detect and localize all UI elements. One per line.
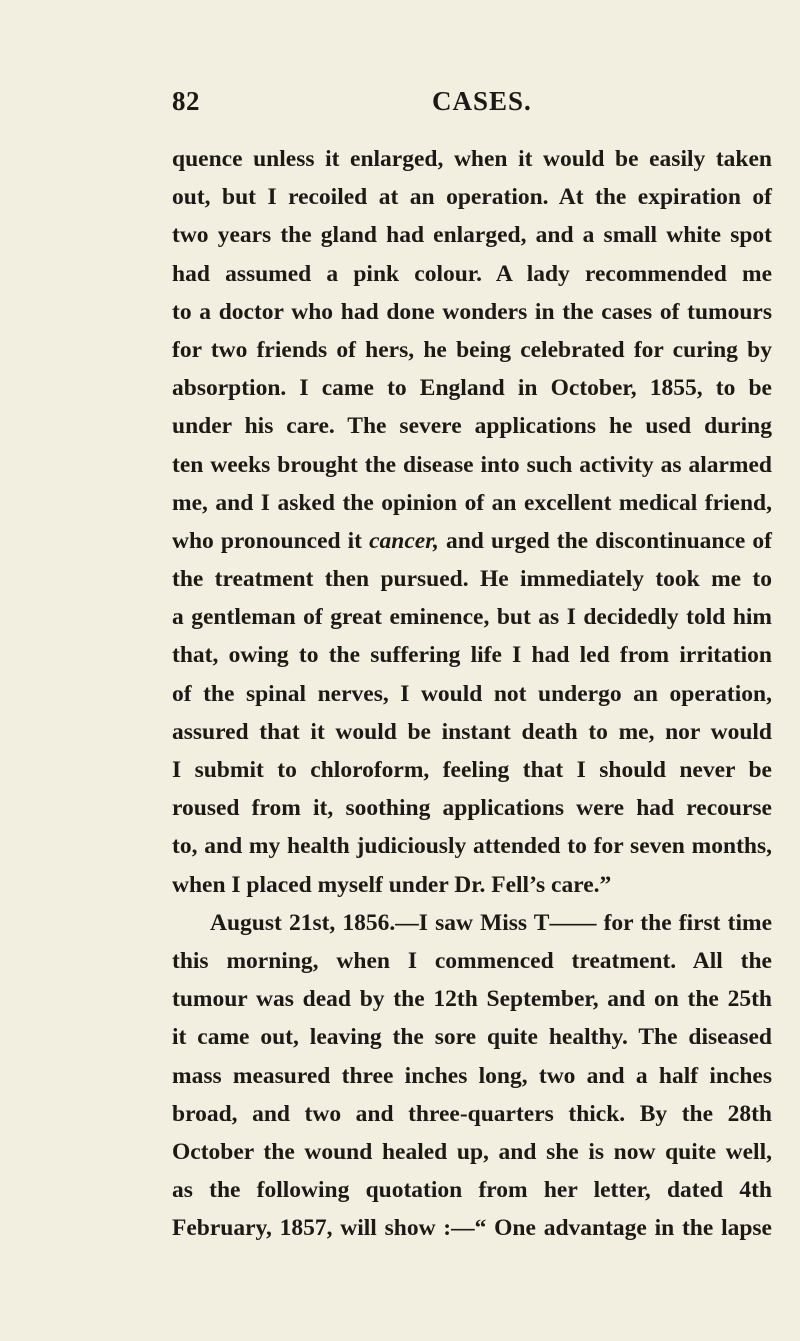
page-number: 82 (172, 86, 200, 116)
text-line: broad, and two and three-quarters thick. By the 28th (172, 1100, 772, 1127)
running-head: CASES. (432, 86, 532, 116)
text-line: out, but I recoiled at an operation. At the expiration of (172, 184, 772, 211)
text-line: mass measured three inches long, two and a half inches (172, 1062, 772, 1089)
text-line: tumour was dead by the 12th September, and on the 25th (172, 986, 772, 1013)
text-line: quence unless it enlarged, when it would be easily taken (172, 146, 772, 172)
text-line: ten weeks brought the disease into such activity as alarmed (172, 451, 772, 478)
text-line: this morning, when I commenced treatment. All the (172, 947, 772, 974)
text-line: for two friends of hers, he being celebrated for curing by (172, 336, 772, 363)
text-line (172, 522, 772, 560)
text-line: October the wound healed up, and she is now quite well, (172, 1138, 772, 1165)
text-line: roused from it, soothing applications were had recourse (172, 795, 772, 822)
text-line: under his care. The severe applications he used during (172, 413, 772, 440)
text-segment: and urged the discontinuance of (438, 527, 772, 554)
text-line: when I placed myself under Dr. Fell’s care.” (172, 871, 612, 898)
text-line: I submit to chloroform, feeling that I should never be (172, 757, 772, 783)
text-line: me, and I asked the opinion of an excellent medical friend, (172, 489, 772, 516)
text-line: August 21st, 1856.—I saw Miss T—— for the first time (210, 909, 772, 936)
text-line: that, owing to the suffering life I had led from irritation (172, 642, 772, 669)
text-line: the treatment then pursued. He immediately took me to (172, 566, 772, 593)
text-line: as the following quotation from her letter, dated 4th (172, 1177, 772, 1204)
text-line: absorption. I came to England in October, 1855, to be (172, 375, 772, 402)
text-line: had assumed a pink colour. A lady recommended me (172, 260, 772, 287)
text-line: February, 1857, will show :—“ One advantage in the lapse (172, 1215, 772, 1242)
text-line: two years the gland had enlarged, and a small white spot (172, 222, 772, 249)
italic-word: cancer, (369, 527, 439, 554)
text-line: a gentleman of great eminence, but as I decidedly told him (172, 604, 772, 631)
page-header (0, 86, 800, 122)
text-line: of the spinal nerves, I would not undergo an operation, (172, 680, 772, 707)
text-line: to, and my health judiciously attended to for seven months, (172, 833, 772, 860)
body-text (172, 140, 772, 1247)
text-segment: who pronounced it (172, 527, 370, 554)
text-line: it came out, leaving the sore quite healthy. The diseased (172, 1024, 772, 1051)
text-line: assured that it would be instant death to me, nor would (172, 718, 772, 745)
text-line: to a doctor who had done wonders in the cases of tumours (172, 298, 772, 325)
